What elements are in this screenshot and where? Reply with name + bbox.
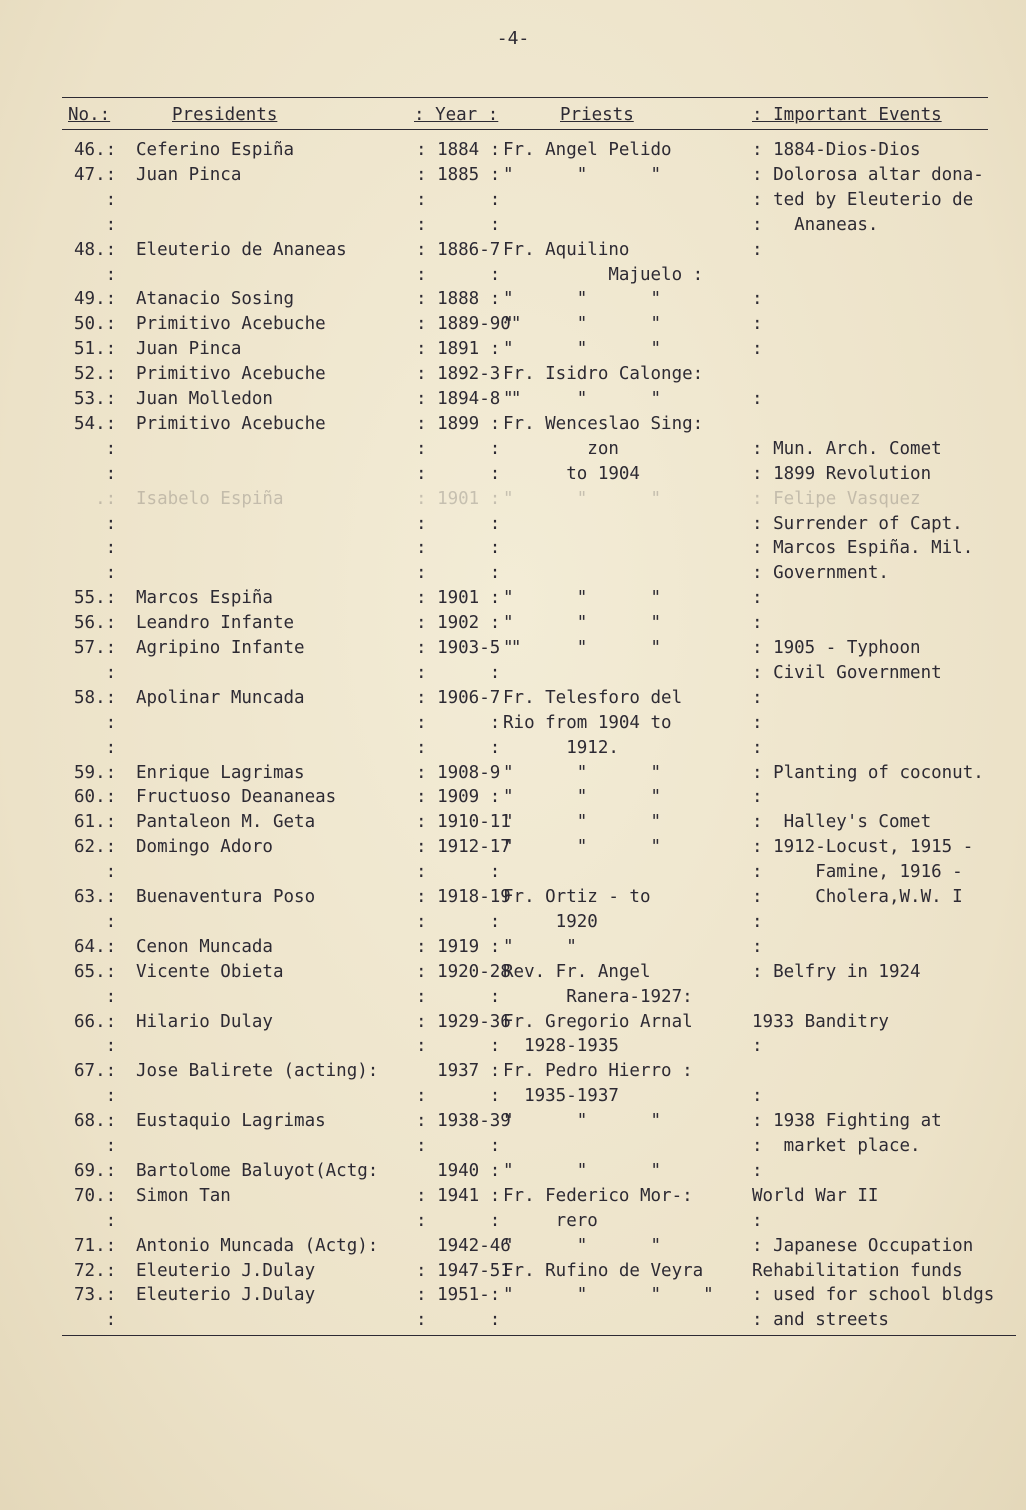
cell-event: : Dolorosa altar dona- — [752, 164, 984, 185]
cell-pres: Eustaquio Lagrimas — [136, 1111, 326, 1132]
table-row — [0, 138, 1026, 163]
table-row — [0, 561, 1026, 586]
table-row — [0, 885, 1026, 910]
page-number: -4- — [496, 28, 530, 49]
cell-priest: Fr. Ortiz - to — [503, 887, 651, 907]
cell-year: : 1894-8 " — [416, 389, 522, 409]
cell-event: : Halley's Comet — [752, 812, 932, 833]
cell-pres: Leandro Infante — [136, 613, 295, 634]
cell-year: : 1919 : — [416, 936, 501, 957]
cell-priest: zon — [503, 438, 619, 459]
cell-no: 61.: — [74, 812, 117, 833]
cell-pres: Hilario Dulay — [136, 1011, 273, 1032]
cell-no: : — [74, 911, 117, 932]
cell-event: : — [752, 1210, 763, 1231]
cell-year: : : — [416, 563, 501, 584]
cell-event: : Marcos Espiña. Mil. — [752, 538, 974, 559]
cell-event: Rehabilitation funds — [752, 1260, 963, 1281]
cell-year: : : — [416, 911, 501, 932]
header-events: : Important Events — [752, 105, 942, 125]
table-row — [0, 287, 1026, 312]
cell-year: : 1901 : — [416, 588, 501, 609]
cell-priest: to 1904 — [503, 463, 640, 484]
cell-event: : Felipe Vasquez — [752, 488, 921, 509]
cell-year: : 1941 : — [416, 1185, 501, 1206]
header-year: : Year : — [414, 105, 499, 125]
cell-priest: " " " — [503, 289, 662, 310]
cell-year: 1940 : — [416, 1160, 501, 1181]
cell-pres: Isabelo Espiña — [136, 488, 284, 509]
cell-priest: Fr. Pedro Hierro : — [503, 1061, 693, 1082]
table-row — [0, 1308, 1026, 1333]
table-row — [0, 1059, 1026, 1084]
cell-no: : — [74, 737, 117, 758]
table-row — [0, 1010, 1026, 1035]
table-row — [0, 586, 1026, 611]
table-row — [0, 1159, 1026, 1184]
cell-event: : 1912-Locust, 1915 - — [752, 837, 974, 858]
table-row — [0, 636, 1026, 661]
cell-year: : : — [416, 862, 501, 883]
cell-pres: Fructuoso Deananeas — [136, 787, 337, 808]
table-row — [0, 1234, 1026, 1259]
table-row — [0, 1109, 1026, 1134]
cell-year: : : — [416, 264, 501, 285]
cell-year: : 1910-11 — [416, 812, 511, 833]
cell-event: : — [752, 712, 763, 733]
cell-year: : : — [416, 1210, 501, 1231]
cell-pres: Eleuterio J.Dulay — [136, 1285, 316, 1306]
cell-year: : 1889-90" — [416, 314, 522, 335]
cell-no: : — [74, 1310, 117, 1331]
cell-no: 58.: — [74, 687, 117, 708]
cell-no: 56.: — [74, 613, 117, 634]
cell-priest: " " " — [503, 488, 662, 509]
cell-priest: Fr. Rufino de Veyra — [503, 1260, 704, 1281]
cell-priest: Fr. Aquilino — [503, 239, 630, 260]
cell-priest: Fr. Wenceslao Sing: — [503, 413, 704, 434]
cell-event: : — [752, 911, 763, 932]
cell-pres: Juan Molledon — [136, 389, 273, 409]
cell-no: 46.: — [74, 140, 117, 160]
cell-priest: " " " — [503, 762, 662, 783]
cell-event: : — [752, 737, 763, 758]
cell-year: 1937 : — [416, 1061, 501, 1082]
cell-priest: " " " — [503, 389, 662, 409]
cell-pres: Jose Balirete (acting): — [136, 1061, 379, 1082]
cell-year: : 1884 : — [416, 140, 501, 160]
cell-pres: Apolinar Muncada — [136, 687, 305, 708]
table-row — [0, 387, 1026, 412]
cell-priest: 1935-1937 — [503, 1086, 619, 1107]
cell-priest: 1912. — [503, 737, 619, 758]
cell-year: : : — [416, 1136, 501, 1156]
cell-no: 66.: — [74, 1011, 117, 1032]
cell-event: : 1899 Revolution — [752, 463, 932, 484]
cell-event: : — [752, 1160, 763, 1181]
cell-event: : — [752, 1036, 763, 1057]
cell-priest: 1920 — [503, 911, 598, 932]
cell-event: : 1905 - Typhoon — [752, 638, 921, 658]
cell-priest: " " " — [503, 812, 662, 833]
table-row — [0, 960, 1026, 985]
table-row — [0, 736, 1026, 761]
cell-priest: " " " — [503, 588, 662, 609]
cell-event: : Surrender of Capt. — [752, 513, 963, 534]
cell-no: 55.: — [74, 588, 117, 609]
cell-year: 1942-46 — [416, 1235, 511, 1256]
cell-no: : — [74, 438, 117, 459]
cell-event: : Ananeas. — [752, 214, 879, 235]
cell-pres: Agripino Infante — [136, 638, 305, 658]
cell-no: 59.: — [74, 762, 117, 783]
table-row — [0, 487, 1026, 512]
table-row — [0, 1184, 1026, 1209]
cell-pres: Simon Tan — [136, 1185, 231, 1206]
table-header — [0, 103, 1026, 128]
cell-no: : — [74, 463, 117, 484]
cell-no: 51.: — [74, 339, 117, 360]
cell-priest: Rev. Fr. Angel — [503, 961, 651, 982]
cell-no: : — [74, 1036, 117, 1057]
header-top-rule — [62, 97, 988, 98]
cell-year: : 1908-9 — [416, 762, 501, 783]
cell-no: 73.: — [74, 1285, 117, 1306]
cell-event: : — [752, 339, 763, 360]
header-presidents: Presidents — [172, 105, 278, 125]
cell-year: : 1902 : — [416, 613, 501, 634]
table-bottom-rule — [62, 1335, 1016, 1336]
table-row — [0, 188, 1026, 213]
cell-year: : : — [416, 1036, 501, 1057]
cell-pres: Domingo Adoro — [136, 837, 273, 858]
cell-event: 1933 Banditry — [752, 1011, 889, 1032]
cell-year: : 1899 : — [416, 413, 501, 434]
cell-year: : : — [416, 538, 501, 559]
table-row — [0, 1134, 1026, 1159]
cell-no: .: — [74, 488, 117, 509]
cell-no: 47.: — [74, 164, 117, 185]
table-row — [0, 213, 1026, 238]
cell-priest: " " " — [503, 339, 662, 360]
cell-event: : — [752, 588, 763, 609]
cell-no: 48.: — [74, 239, 117, 260]
cell-priest: Ranera-1927: — [503, 986, 693, 1007]
cell-year: : : — [416, 1086, 501, 1107]
cell-priest: " " " — [503, 1111, 662, 1132]
cell-event: : and streets — [752, 1310, 889, 1331]
header-no: No.: — [68, 105, 111, 125]
table-row — [0, 711, 1026, 736]
table-row — [0, 1034, 1026, 1059]
cell-priest: " " " — [503, 164, 662, 185]
cell-event: : — [752, 1086, 763, 1107]
table-row — [0, 412, 1026, 437]
cell-pres: Primitivo Acebuche — [136, 314, 326, 335]
cell-no: 64.: — [74, 936, 117, 957]
cell-event: : — [752, 239, 763, 260]
cell-priest: Majuelo : — [503, 264, 704, 285]
cell-priest: " " " — [503, 1235, 662, 1256]
cell-no: : — [74, 214, 117, 235]
cell-event: : Civil Government — [752, 662, 942, 683]
table-row — [0, 1259, 1026, 1284]
cell-priest: 1928-1935 — [503, 1036, 619, 1057]
cell-pres: Juan Pinca — [136, 339, 242, 360]
cell-event: : — [752, 687, 763, 708]
cell-event: : 1884-Dios-Dios — [752, 140, 921, 160]
cell-no: 68.: — [74, 1111, 117, 1132]
cell-pres: Marcos Espiña — [136, 588, 273, 609]
cell-no: : — [74, 712, 117, 733]
cell-pres: Eleuterio J.Dulay — [136, 1260, 316, 1281]
cell-year: : 1891 : — [416, 339, 501, 360]
cell-year: : : — [416, 438, 501, 459]
cell-priest: " " " " — [503, 1285, 714, 1306]
cell-year: : 1892-3 — [416, 364, 501, 385]
cell-year: : 1906-7 — [416, 687, 501, 708]
cell-year: : : — [416, 513, 501, 534]
cell-priest: " " — [503, 936, 577, 957]
table-row — [0, 910, 1026, 935]
cell-no: 49.: — [74, 289, 117, 310]
cell-event: : used for school bldgs — [752, 1285, 995, 1306]
cell-pres: Bartolome Baluyot(Actg: — [136, 1160, 379, 1181]
cell-year: : : — [416, 662, 501, 683]
cell-priest: rero — [503, 1210, 598, 1231]
table-row — [0, 810, 1026, 835]
cell-year: : 1901 : — [416, 488, 501, 509]
cell-no: 69.: — [74, 1160, 117, 1181]
cell-no: 71.: — [74, 1235, 117, 1256]
cell-pres: Atanacio Sosing — [136, 289, 295, 310]
cell-priest: " " " — [503, 314, 662, 335]
cell-priest: Fr. Telesforo del — [503, 687, 683, 708]
cell-no: : — [74, 563, 117, 584]
cell-no: : — [74, 662, 117, 683]
table-row — [0, 785, 1026, 810]
cell-event: : market place. — [752, 1136, 921, 1156]
table-row — [0, 860, 1026, 885]
cell-year: : 1912-17 — [416, 837, 511, 858]
table-row — [0, 337, 1026, 362]
cell-no: : — [74, 986, 117, 1007]
cell-pres: Vicente Obieta — [136, 961, 284, 982]
cell-no: 52.: — [74, 364, 117, 385]
cell-no: : — [74, 862, 117, 883]
cell-event: : Cholera,W.W. I — [752, 887, 963, 907]
cell-year: : 1951-: — [416, 1285, 501, 1306]
cell-priest: " " " — [503, 787, 662, 808]
cell-event: : Famine, 1916 - — [752, 862, 963, 883]
cell-pres: Primitivo Acebuche — [136, 364, 326, 385]
table-row — [0, 536, 1026, 561]
cell-no: 67.: — [74, 1061, 117, 1082]
cell-no: 65.: — [74, 961, 117, 982]
cell-no: 54.: — [74, 413, 117, 434]
cell-no: 62.: — [74, 837, 117, 858]
table-row — [0, 686, 1026, 711]
cell-no: : — [74, 1136, 117, 1156]
cell-year: : : — [416, 214, 501, 235]
cell-event: : Japanese Occupation — [752, 1235, 974, 1256]
cell-pres: Pantaleon M. Geta — [136, 812, 316, 833]
cell-year: : : — [416, 1310, 501, 1331]
table-row — [0, 761, 1026, 786]
cell-no: 57.: — [74, 638, 117, 658]
cell-event: : — [752, 314, 763, 335]
cell-year: : 1920-28 — [416, 961, 511, 982]
table-row — [0, 935, 1026, 960]
table-row — [0, 661, 1026, 686]
cell-year: : : — [416, 737, 501, 758]
table-row — [0, 835, 1026, 860]
cell-year: : : — [416, 463, 501, 484]
table-row — [0, 362, 1026, 387]
cell-pres: Antonio Muncada (Actg): — [136, 1235, 379, 1256]
cell-priest: Fr. Federico Mor-: — [503, 1185, 693, 1206]
cell-event: : — [752, 613, 763, 634]
cell-event: : Government. — [752, 563, 889, 584]
cell-year: : 1918-19 — [416, 887, 511, 907]
cell-no: 63.: — [74, 887, 117, 907]
cell-priest: " " " — [503, 837, 662, 858]
table-row — [0, 462, 1026, 487]
cell-event: : ted by Eleuterio de — [752, 189, 974, 210]
cell-priest: Fr. Angel Pelido — [503, 140, 672, 160]
cell-event: : — [752, 936, 763, 957]
cell-pres: Juan Pinca — [136, 164, 242, 185]
cell-no: : — [74, 513, 117, 534]
cell-event: : 1938 Fighting at — [752, 1111, 942, 1132]
cell-year: : 1947-51 — [416, 1260, 511, 1281]
table-row — [0, 985, 1026, 1010]
table-row — [0, 437, 1026, 462]
table-row — [0, 611, 1026, 636]
table-row — [0, 1084, 1026, 1109]
cell-event: : Mun. Arch. Comet — [752, 438, 942, 459]
cell-event: : — [752, 787, 763, 808]
cell-no: : — [74, 264, 117, 285]
cell-priest: Fr. Isidro Calonge: — [503, 364, 704, 385]
cell-year: : 1929-36 — [416, 1011, 511, 1032]
cell-pres: Ceferino Espiña — [136, 140, 295, 160]
cell-pres: Enrique Lagrimas — [136, 762, 305, 783]
cell-event: World War II — [752, 1185, 879, 1206]
cell-no: : — [74, 1210, 117, 1231]
table-row — [0, 163, 1026, 188]
cell-year: : : — [416, 712, 501, 733]
cell-no: : — [74, 538, 117, 559]
cell-pres: Cenon Muncada — [136, 936, 273, 957]
cell-no: 60.: — [74, 787, 117, 808]
cell-priest: " " " — [503, 638, 662, 658]
table-row — [0, 1283, 1026, 1308]
cell-pres: Eleuterio de Ananeas — [136, 239, 347, 260]
cell-year: : 1909 : — [416, 787, 501, 808]
table-row — [0, 1209, 1026, 1234]
cell-year: : : — [416, 986, 501, 1007]
header-priests: Priests — [560, 105, 634, 125]
cell-priest: Rio from 1904 to — [503, 712, 672, 733]
cell-pres: Primitivo Acebuche — [136, 413, 326, 434]
cell-no: 72.: — [74, 1260, 117, 1281]
cell-event: : — [752, 389, 763, 409]
cell-year: : 1938-39 — [416, 1111, 511, 1132]
cell-pres: Buenaventura Poso — [136, 887, 316, 907]
cell-year: : 1903-5 " — [416, 638, 522, 658]
cell-event: : Planting of coconut. — [752, 762, 984, 783]
cell-no: 70.: — [74, 1185, 117, 1206]
cell-no: 50.: — [74, 314, 117, 335]
table-row — [0, 238, 1026, 263]
cell-priest: " " " — [503, 613, 662, 634]
cell-event: : — [752, 289, 763, 310]
cell-year: : : — [416, 189, 501, 210]
header-bottom-rule — [62, 129, 988, 130]
table-row — [0, 263, 1026, 288]
table-row — [0, 312, 1026, 337]
cell-no: : — [74, 1086, 117, 1107]
cell-priest: " " " — [503, 1160, 662, 1181]
cell-no: : — [74, 189, 117, 210]
table-row — [0, 512, 1026, 537]
cell-year: : 1885 : — [416, 164, 501, 185]
cell-year: : 1886-7 — [416, 239, 501, 260]
cell-priest: Fr. Gregorio Arnal — [503, 1011, 693, 1032]
cell-event: : Belfry in 1924 — [752, 961, 921, 982]
cell-year: : 1888 : — [416, 289, 501, 310]
cell-no: 53.: — [74, 389, 117, 409]
